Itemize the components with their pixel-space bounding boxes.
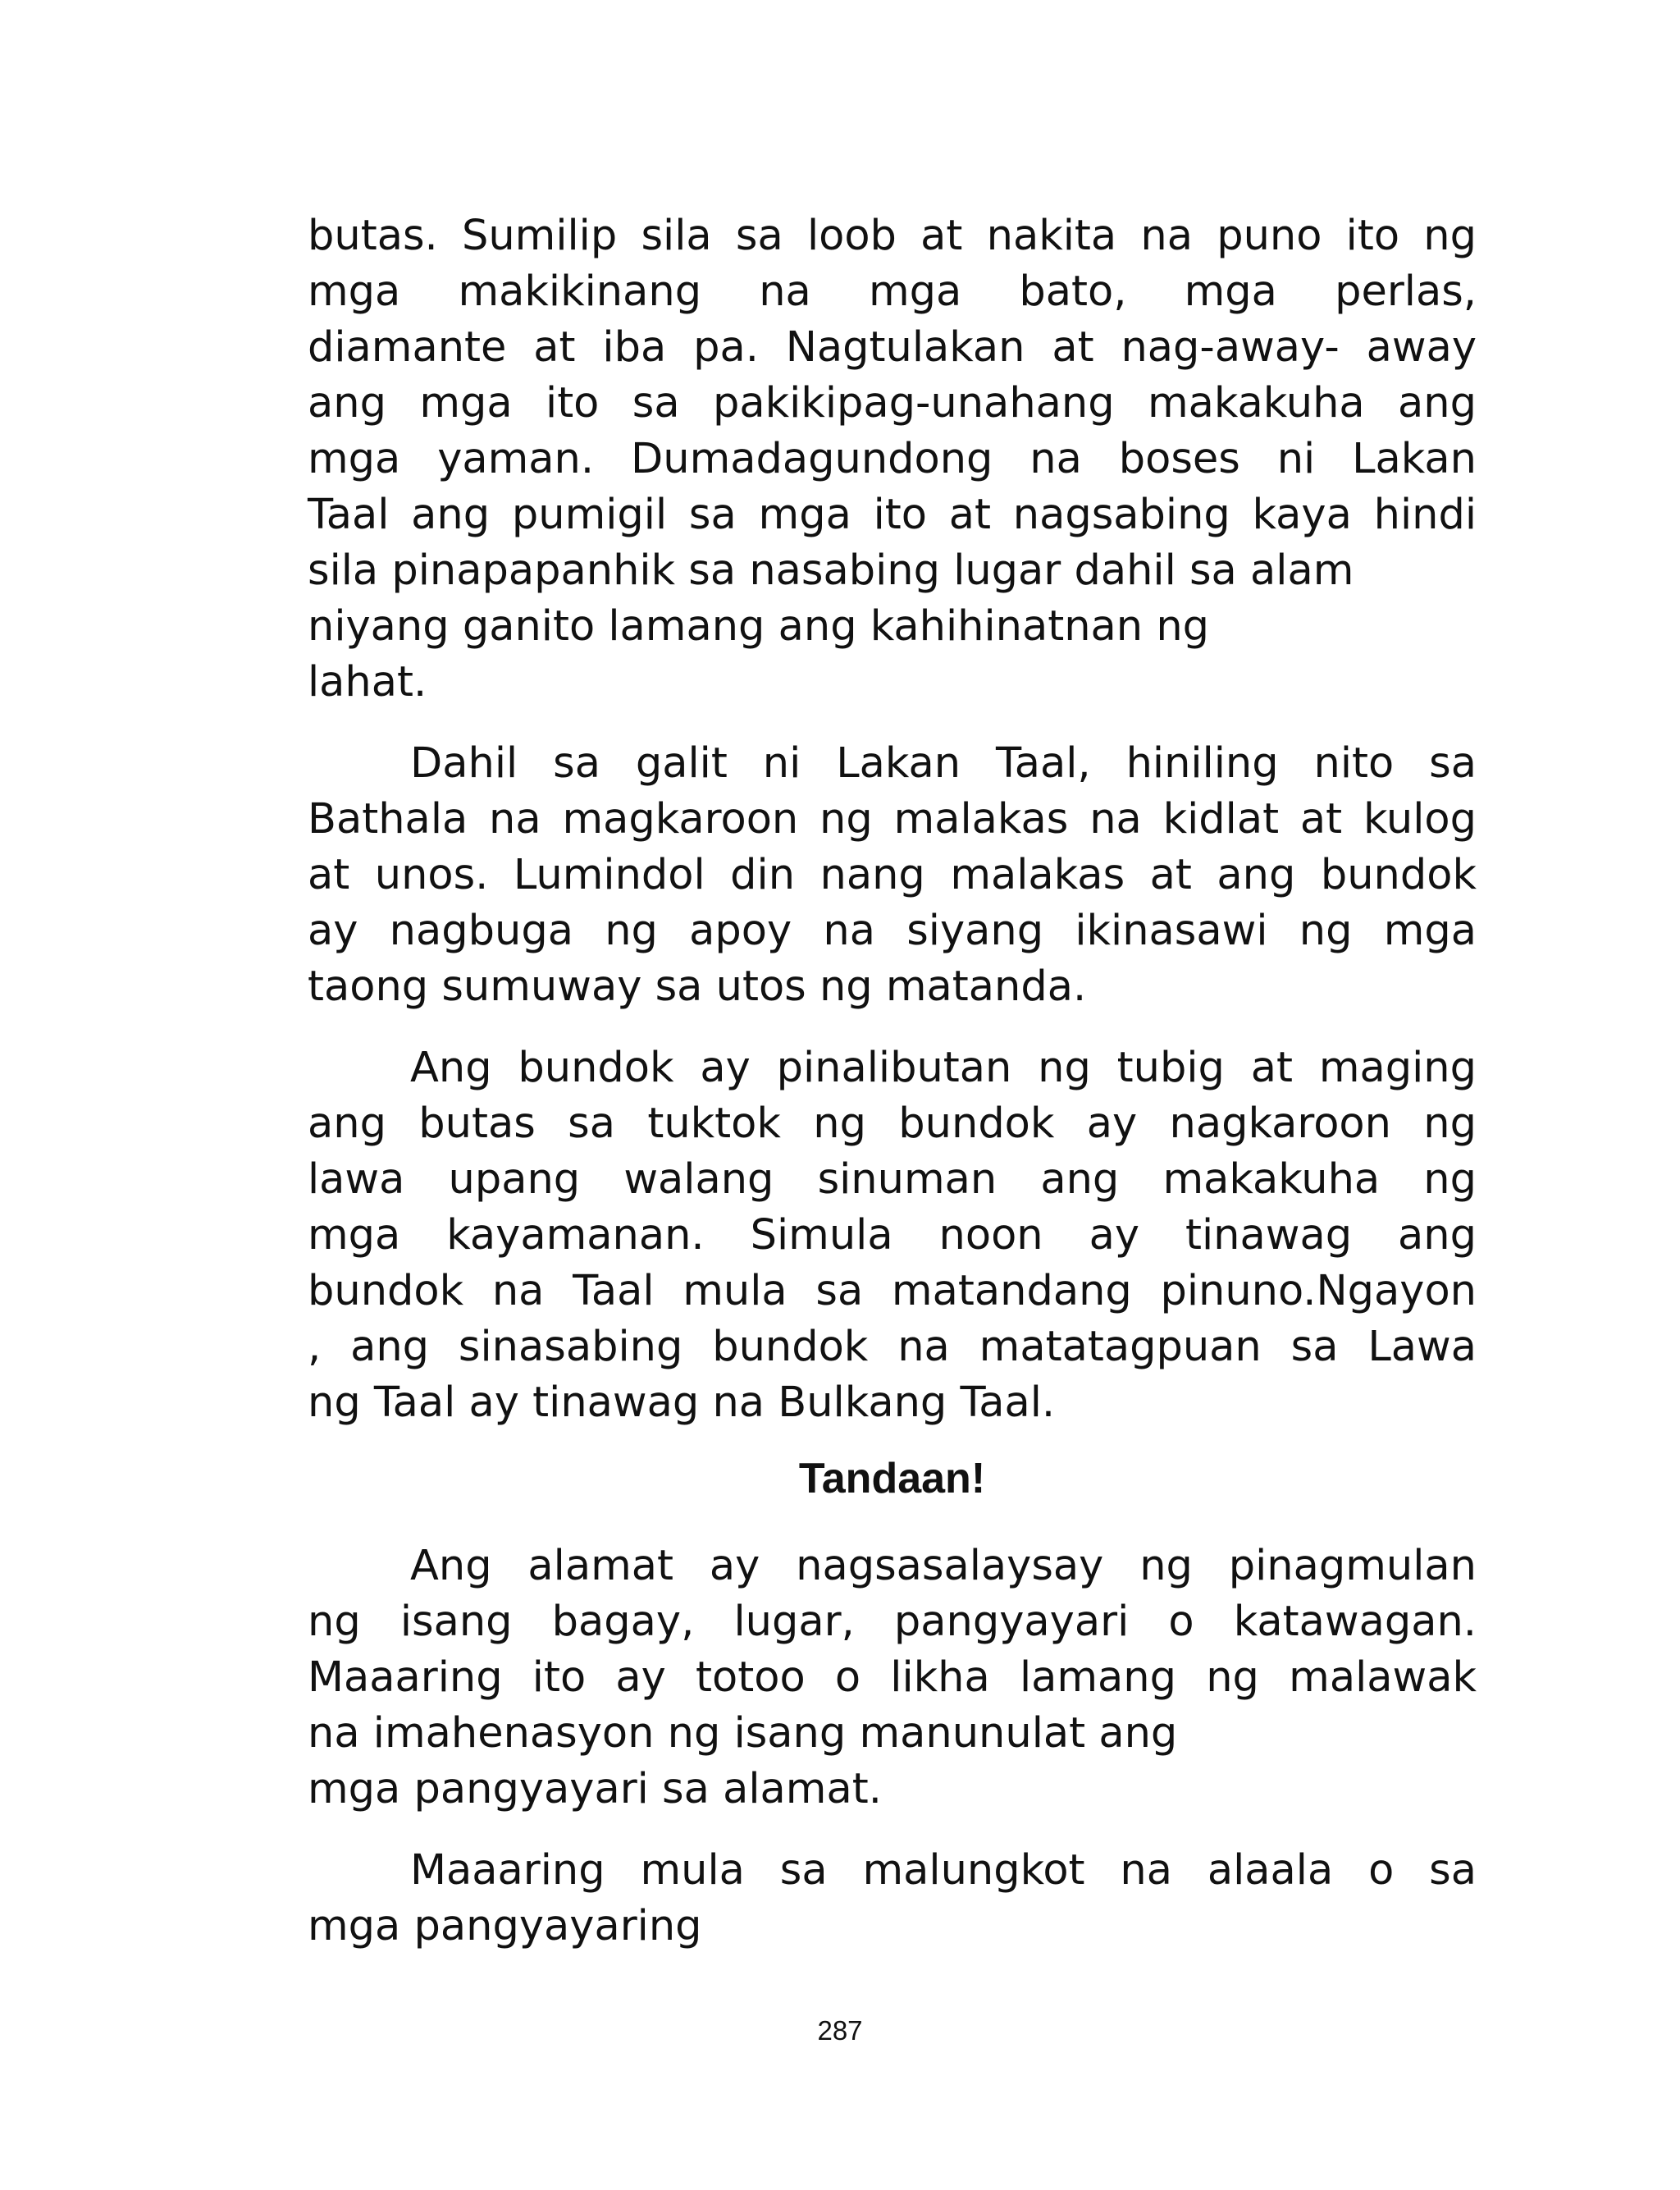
text-line: Maaaring ito ay totoo o likha lamang ng malawak [308, 1653, 1477, 1702]
text-line: ng Taal ay tinawag na Bulkang Taal. [308, 1378, 1056, 1427]
text-line: butas. Sumilip sila sa loob at nakita na puno ito ng [308, 212, 1477, 260]
text-line: Dahil sa galit ni Lakan Taal, hiniling nito sa [410, 739, 1477, 788]
text-line: lawa upang walang sinuman ang makakuha ng [308, 1155, 1477, 1204]
text-line: Ang alamat ay nagsasalaysay ng pinagmulan [410, 1542, 1477, 1590]
text-line: lahat. [308, 658, 427, 706]
text-line: Bathala na magkaroon ng malakas na kidlat at kulog [308, 795, 1477, 844]
text-line: ang butas sa tuktok ng bundok ay nagkaroon ng [308, 1100, 1477, 1148]
paragraph-1 [308, 208, 1477, 711]
text-line: , ang sinasabing bundok na matatagpuan sa Lawa [308, 1323, 1477, 1371]
text-line: diamante at iba pa. Nagtulakan at nag-away- away [308, 323, 1477, 372]
text-line: ang mga ito sa pakikipag-unahang makakuha ang [308, 379, 1477, 427]
text-line: Taal ang pumigil sa mga ito at nagsabing kaya hindi [308, 491, 1477, 539]
text-line: mga pangyayari sa alamat. [308, 1765, 882, 1813]
section-heading: Tandaan! [798, 1455, 986, 1502]
paragraph-3 [308, 1040, 1477, 1431]
text-line: na imahenasyon ng isang manunulat ang [308, 1709, 1178, 1758]
text-line: Ang bundok ay pinalibutan ng tubig at maging [410, 1044, 1477, 1092]
text-line: mga pangyayaring [308, 1902, 702, 1950]
text-line: at unos. Lumindol din nang malakas at ang bundok [308, 851, 1477, 899]
text-line: Maaaring mula sa malungkot na alaala o sa [410, 1846, 1477, 1895]
text-line: niyang ganito lamang ang kahihinatnan ng [308, 602, 1210, 651]
paragraph-4 [308, 1538, 1477, 1817]
text-line: taong sumuway sa utos ng matanda. [308, 962, 1087, 1011]
text-line: mga kayamanan. Simula noon ay tinawag ang [308, 1211, 1477, 1260]
text-line: ng isang bagay, lugar, pangyayari o katawagan. [308, 1598, 1477, 1646]
text-line: ay nagbuga ng apoy na siyang ikinasawi ng mga [308, 907, 1477, 955]
paragraph-2 [308, 736, 1477, 1015]
text-line: sila pinapapanhik sa nasabing lugar dahil sa alam [308, 546, 1354, 595]
text-line: mga makikinang na mga bato, mga perlas, [308, 267, 1477, 316]
text-line: bundok na Taal mula sa matandang pinuno.Ngayon [308, 1267, 1477, 1315]
text-line: mga yaman. Dumadagundong na boses ni Lakan [308, 435, 1477, 483]
page-number: 287 [817, 2015, 863, 2046]
paragraph-5 [308, 1843, 1477, 1955]
